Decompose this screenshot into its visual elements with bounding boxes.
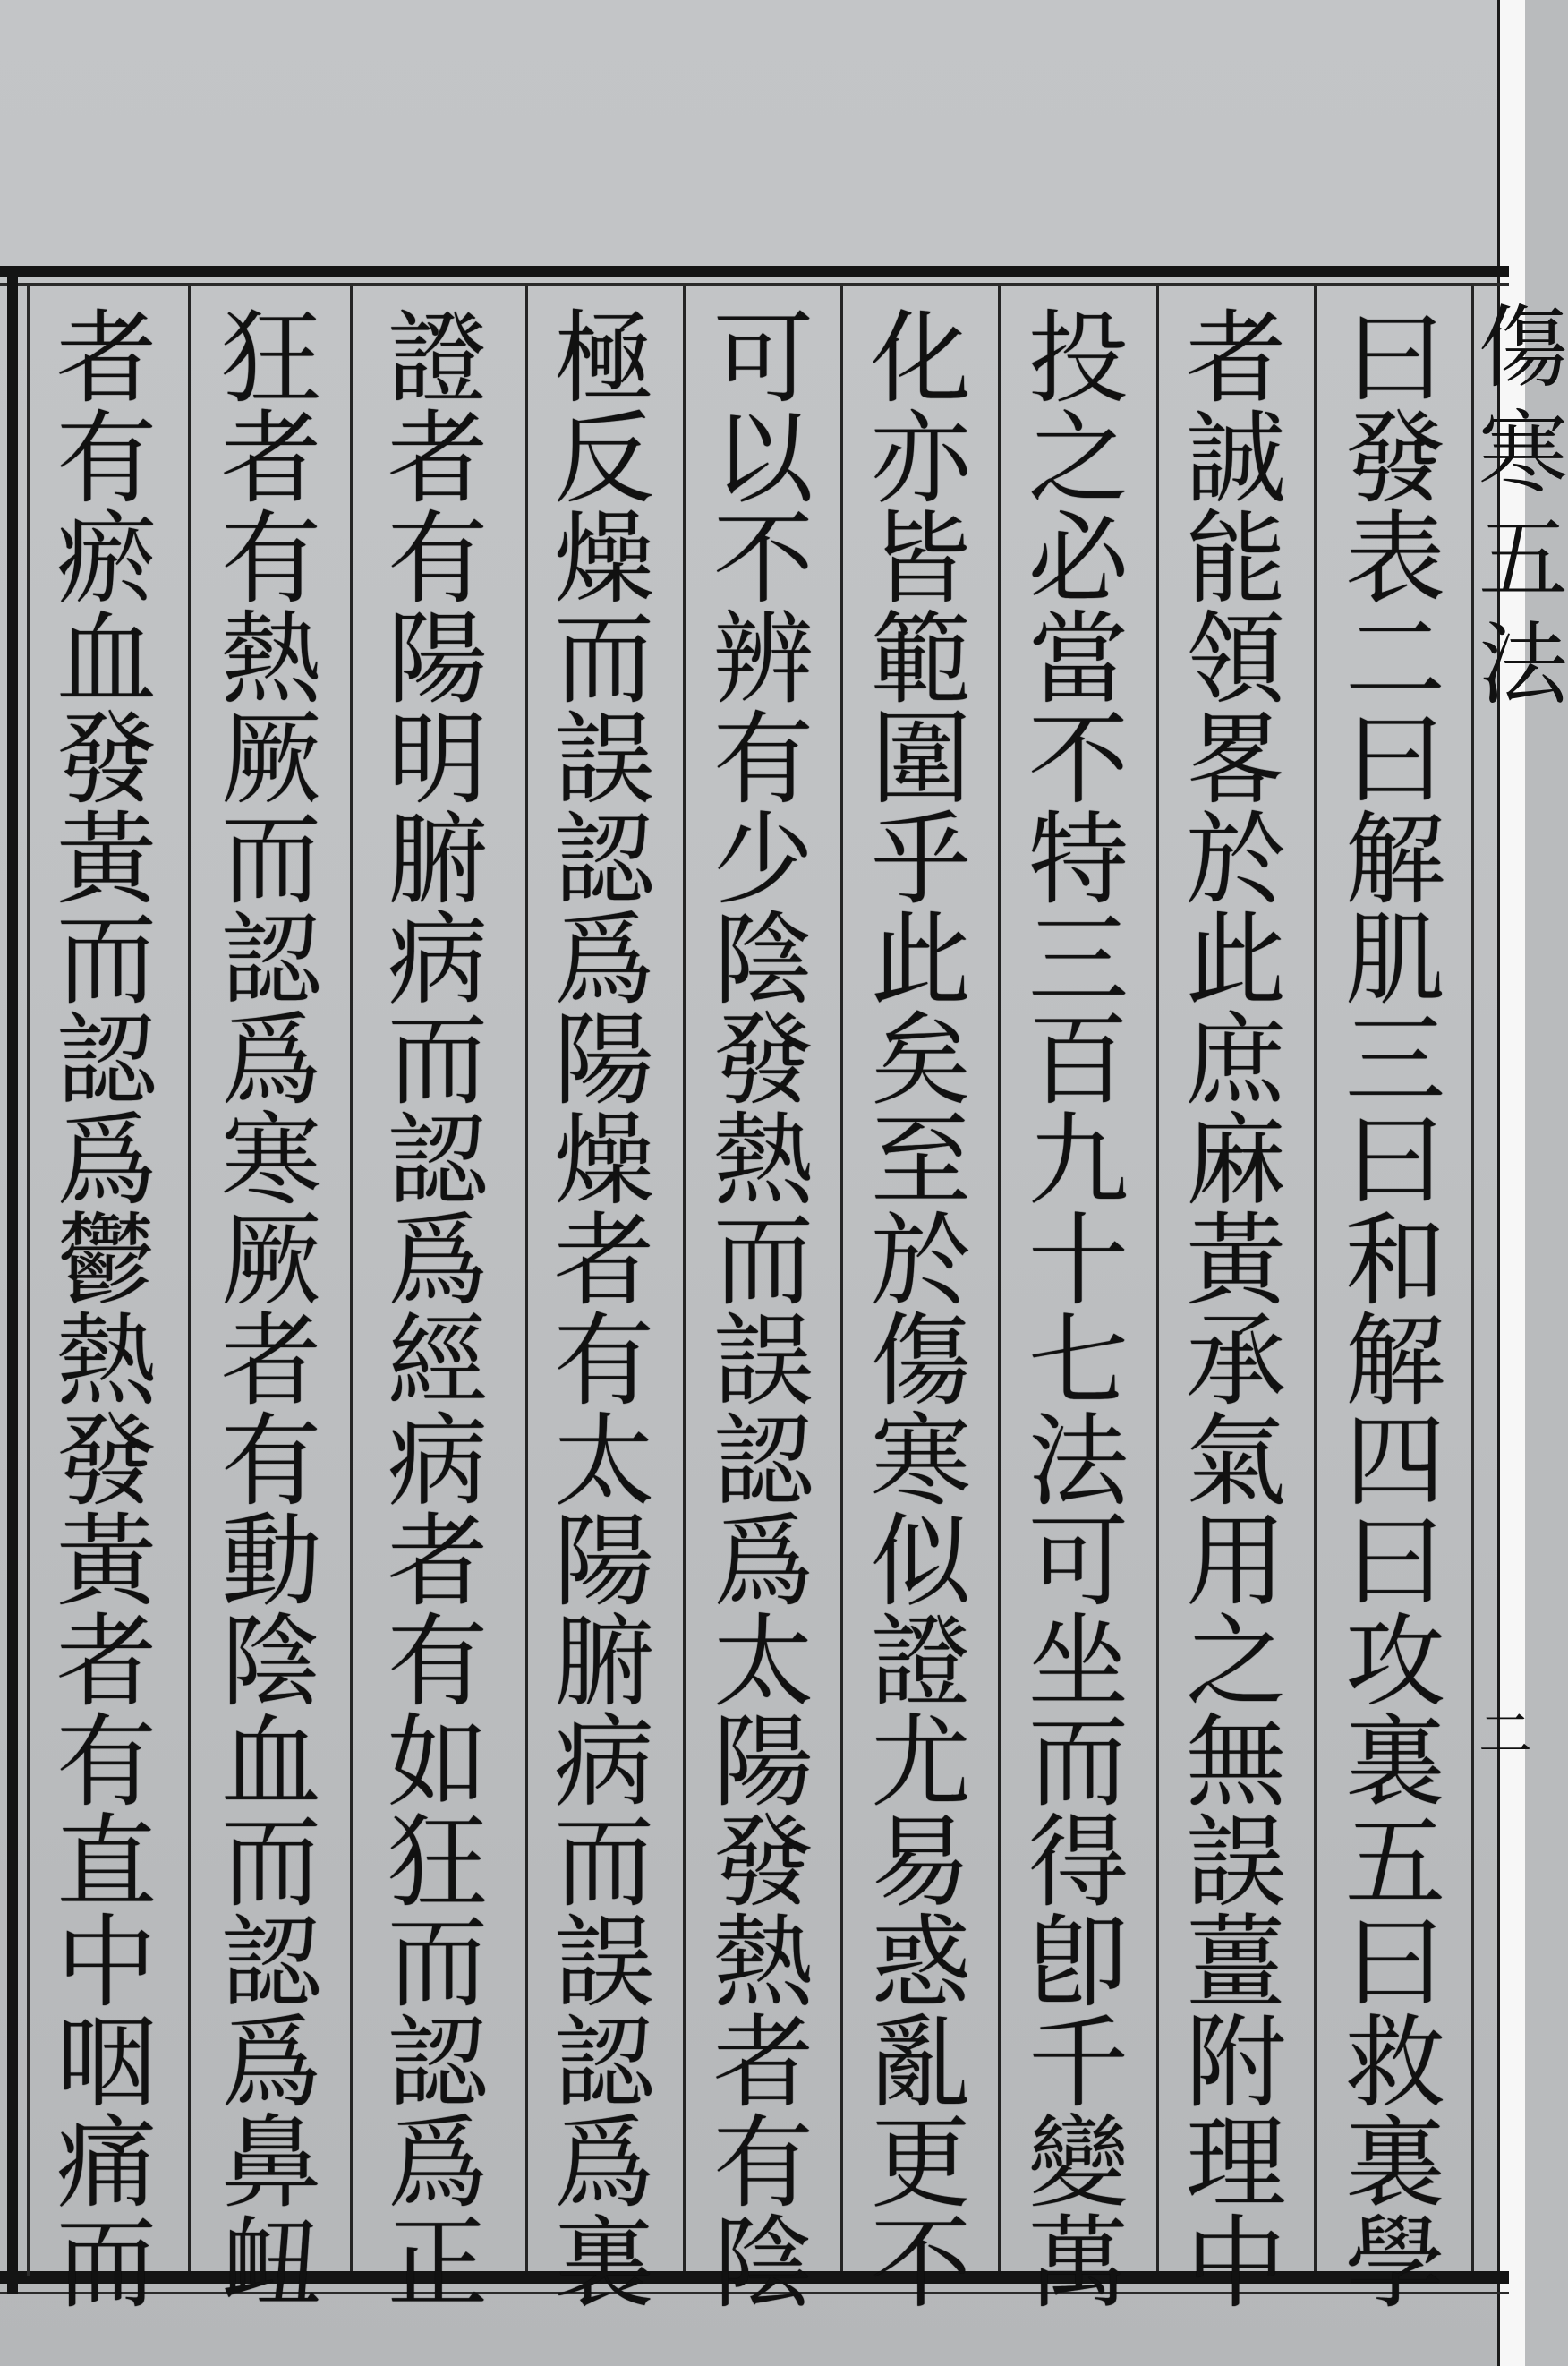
glyph: 熱 — [713, 1905, 814, 2021]
glyph: 當 — [1028, 602, 1129, 718]
glyph: 曰 — [1345, 1103, 1445, 1219]
glyph: 於 — [871, 1203, 971, 1320]
glyph: 發 — [56, 702, 157, 818]
glyph: 爲 — [554, 902, 654, 1019]
glyph: 惑 — [871, 1905, 971, 2021]
glyph: 血 — [221, 1704, 321, 1821]
glyph: 領 — [1186, 602, 1286, 718]
column-rule — [525, 286, 528, 2271]
glyph: 而 — [554, 602, 654, 718]
glyph: 十 — [1028, 1203, 1129, 1320]
glyph: 而 — [554, 1805, 654, 1921]
glyph: 正 — [388, 2206, 488, 2322]
glyph: 裏 — [1345, 1704, 1445, 1821]
text-column — [696, 301, 831, 2322]
column-rule — [1156, 286, 1159, 2271]
glyph: 曰 — [1345, 1905, 1445, 2021]
glyph: 誤 — [1186, 1805, 1286, 1921]
glyph: 證 — [871, 1604, 971, 1721]
glyph: 易 — [871, 1805, 971, 1921]
glyph: 證 — [388, 301, 488, 417]
glyph: 爲 — [388, 1203, 488, 1320]
glyph: 認 — [554, 802, 654, 918]
glyph: 救 — [1345, 2005, 1445, 2122]
glyph: 畧 — [1186, 702, 1286, 818]
column-rule — [1314, 286, 1317, 2271]
glyph: 熱 — [713, 1103, 814, 1219]
glyph: 辨 — [713, 602, 814, 718]
running-head-glyph: 法 — [1479, 612, 1568, 717]
text-column — [371, 301, 505, 2322]
running-head-glyph: 五 — [1479, 507, 1568, 611]
glyph: 此 — [1186, 902, 1286, 1019]
glyph: 攻 — [1345, 1604, 1445, 1721]
glyph: 尤 — [871, 1704, 971, 1821]
glyph: 爲 — [56, 1103, 157, 1219]
glyph: 燥 — [554, 1103, 654, 1219]
glyph: 學 — [1345, 2206, 1445, 2322]
glyph: 有 — [713, 702, 814, 818]
glyph: 庶 — [1186, 1003, 1286, 1119]
glyph: 腑 — [388, 802, 488, 918]
glyph: 百 — [1028, 1003, 1129, 1119]
glyph: 曰 — [1345, 702, 1445, 818]
glyph: 而 — [388, 1003, 488, 1119]
glyph: 陰 — [221, 1604, 321, 1721]
column-rule — [188, 286, 191, 2271]
glyph: 二 — [1345, 602, 1445, 718]
text-column — [204, 301, 338, 2322]
glyph: 直 — [56, 1805, 157, 1921]
glyph: 太 — [554, 1404, 654, 1520]
glyph: 似 — [871, 1504, 971, 1620]
glyph: 亂 — [871, 2005, 971, 2122]
glyph: 有 — [56, 401, 157, 517]
glyph: 特 — [1028, 802, 1129, 918]
glyph: 肌 — [1345, 902, 1445, 1019]
glyph: 四 — [1345, 1404, 1445, 1520]
glyph: 陽 — [554, 1504, 654, 1620]
glyph: 寒 — [221, 1103, 321, 1219]
glyph: 熱 — [56, 1303, 157, 1420]
glyph: 誤 — [554, 702, 654, 818]
column-rule — [350, 286, 353, 2271]
glyph: 之 — [1186, 1604, 1286, 1721]
glyph: 附 — [1186, 2005, 1286, 2122]
glyph: 解 — [1345, 1303, 1445, 1420]
glyph: 投 — [1028, 301, 1129, 417]
glyph: 病 — [554, 1704, 654, 1821]
text-column — [1169, 301, 1303, 2322]
glyph: 鼻 — [221, 2105, 321, 2222]
glyph: 黃 — [1186, 1203, 1286, 1320]
glyph: 變 — [1028, 2105, 1129, 2222]
glyph: 爲 — [388, 2105, 488, 2222]
glyph: 裏 — [554, 2206, 654, 2322]
glyph: 者 — [388, 1504, 488, 1620]
text-column — [854, 301, 988, 2322]
glyph: 痛 — [56, 2105, 157, 2222]
glyph: 者 — [388, 401, 488, 517]
running-head-glyph: 傷 — [1479, 295, 1568, 400]
glyph: 承 — [1186, 1303, 1286, 1420]
running-head-glyph: 寒 — [1479, 401, 1568, 506]
text-column — [1011, 301, 1146, 2322]
glyph: 者 — [221, 1303, 321, 1420]
column-rule — [840, 286, 843, 2271]
glyph: 九 — [1028, 1103, 1129, 1219]
glyph: 認 — [56, 1003, 157, 1119]
glyph: 千 — [1028, 2005, 1129, 2122]
frame-left-border — [7, 266, 18, 2294]
glyph: 發 — [713, 1003, 814, 1119]
glyph: 太 — [713, 1604, 814, 1721]
glyph: 明 — [388, 702, 488, 818]
glyph: 陽 — [713, 1704, 814, 1821]
glyph: 解 — [1345, 802, 1445, 918]
glyph: 五 — [1345, 1805, 1445, 1921]
text-column — [537, 301, 671, 2322]
glyph: 少 — [713, 802, 814, 918]
glyph: 有 — [221, 1404, 321, 1520]
running-head — [1479, 295, 1568, 718]
frame-top-border — [0, 266, 1509, 277]
glyph: 坐 — [1028, 1604, 1129, 1721]
text-column — [39, 301, 174, 2322]
glyph: 厥 — [221, 702, 321, 818]
glyph: 陰 — [713, 2206, 814, 2322]
glyph: 有 — [388, 501, 488, 618]
glyph: 狂 — [388, 1805, 488, 1921]
glyph: 理 — [1186, 2105, 1286, 2222]
glyph: 狂 — [221, 301, 321, 417]
glyph: 於 — [1186, 802, 1286, 918]
glyph: 認 — [388, 1103, 488, 1219]
glyph: 者 — [56, 301, 157, 417]
glyph: 卽 — [1028, 1905, 1129, 2021]
glyph: 之 — [1028, 401, 1129, 517]
glyph: 血 — [56, 602, 157, 718]
glyph: 動 — [221, 1504, 321, 1620]
frame-left-inner-border — [27, 284, 30, 2276]
glyph: 有 — [56, 1704, 157, 1821]
glyph: 熱 — [221, 602, 321, 718]
glyph: 得 — [1028, 1805, 1129, 1921]
glyph: 腑 — [554, 1604, 654, 1721]
glyph: 黃 — [56, 802, 157, 918]
glyph: 表 — [1345, 501, 1445, 618]
glyph: 而 — [56, 2206, 157, 2322]
glyph: 咽 — [56, 2005, 157, 2122]
frame-top-inner-border — [0, 283, 1509, 286]
glyph: 者 — [713, 2005, 814, 2122]
glyph: 不 — [871, 2206, 971, 2322]
glyph: 薑 — [1186, 1905, 1286, 2021]
glyph: 認 — [221, 902, 321, 1019]
glyph: 中 — [1186, 2206, 1286, 2322]
glyph: 誤 — [713, 1303, 814, 1420]
glyph: 極 — [554, 301, 654, 417]
page-number: 二 — [1479, 1704, 1532, 1766]
glyph: 無 — [1186, 1704, 1286, 1821]
glyph: 發 — [1345, 401, 1445, 517]
glyph: 鬱 — [56, 1203, 157, 1320]
glyph: 爲 — [554, 2105, 654, 2222]
glyph: 以 — [713, 401, 814, 517]
glyph: 而 — [713, 1203, 814, 1320]
glyph: 衄 — [221, 2206, 321, 2322]
glyph: 有 — [713, 2105, 814, 2222]
glyph: 經 — [388, 1303, 488, 1420]
column-rule — [998, 286, 1001, 2271]
glyph: 氣 — [1186, 1404, 1286, 1520]
glyph: 必 — [1028, 501, 1129, 618]
glyph: 認 — [221, 1905, 321, 2021]
glyph: 而 — [1028, 1704, 1129, 1821]
glyph: 曰 — [1345, 1504, 1445, 1620]
text-column — [1328, 301, 1462, 2322]
glyph: 厥 — [221, 1203, 321, 1320]
glyph: 中 — [56, 1905, 157, 2021]
glyph: 能 — [1186, 501, 1286, 618]
glyph: 至 — [871, 1103, 971, 1219]
glyph: 燥 — [554, 501, 654, 618]
glyph: 陽 — [388, 602, 488, 718]
glyph: 發 — [713, 1805, 814, 1921]
glyph: 不 — [713, 501, 814, 618]
glyph: 乎 — [871, 802, 971, 918]
glyph: 反 — [554, 401, 654, 517]
glyph: 有 — [221, 501, 321, 618]
glyph: 曰 — [1345, 301, 1445, 417]
glyph: 三 — [1028, 902, 1129, 1019]
glyph: 有 — [554, 1303, 654, 1420]
glyph: 認 — [388, 2005, 488, 2122]
glyph: 而 — [56, 902, 157, 1019]
glyph: 裏 — [1345, 2105, 1445, 2222]
glyph: 萬 — [1028, 2206, 1129, 2322]
column-rule — [683, 286, 686, 2271]
glyph: 爲 — [221, 2005, 321, 2122]
glyph: 病 — [388, 902, 488, 1019]
glyph: 瘀 — [56, 501, 157, 618]
glyph: 更 — [871, 2105, 971, 2222]
glyph: 陰 — [713, 902, 814, 1019]
glyph: 而 — [388, 1905, 488, 2021]
glyph: 寒 — [871, 1404, 971, 1520]
glyph: 爲 — [713, 1504, 814, 1620]
glyph: 病 — [388, 1404, 488, 1520]
glyph: 用 — [1186, 1504, 1286, 1620]
glyph: 爲 — [221, 1003, 321, 1119]
glyph: 可 — [1028, 1504, 1129, 1620]
glyph: 有 — [388, 1604, 488, 1721]
glyph: 而 — [221, 802, 321, 918]
glyph: 陽 — [554, 1003, 654, 1119]
glyph: 法 — [1028, 1404, 1129, 1520]
glyph: 此 — [871, 902, 971, 1019]
glyph: 者 — [56, 1604, 157, 1721]
glyph: 者 — [221, 401, 321, 517]
glyph: 發 — [56, 1404, 157, 1520]
glyph: 誤 — [554, 1905, 654, 2021]
glyph: 七 — [1028, 1303, 1129, 1420]
glyph: 黃 — [56, 1504, 157, 1620]
glyph: 而 — [221, 1805, 321, 1921]
glyph: 圍 — [871, 702, 971, 818]
glyph: 亦 — [871, 401, 971, 517]
glyph: 傷 — [871, 1303, 971, 1420]
glyph: 三 — [1345, 1003, 1445, 1119]
glyph: 者 — [554, 1203, 654, 1320]
glyph: 如 — [388, 1704, 488, 1821]
glyph: 矣 — [871, 1003, 971, 1119]
glyph: 不 — [1028, 702, 1129, 818]
glyph: 和 — [1345, 1203, 1445, 1320]
glyph: 認 — [554, 2005, 654, 2122]
glyph: 可 — [713, 301, 814, 417]
glyph: 化 — [871, 301, 971, 417]
glyph: 範 — [871, 602, 971, 718]
column-rule — [1471, 286, 1474, 2271]
glyph: 者 — [1186, 301, 1286, 417]
glyph: 誠 — [1186, 401, 1286, 517]
glyph: 認 — [713, 1404, 814, 1520]
glyph: 麻 — [1186, 1103, 1286, 1219]
glyph: 皆 — [871, 501, 971, 618]
